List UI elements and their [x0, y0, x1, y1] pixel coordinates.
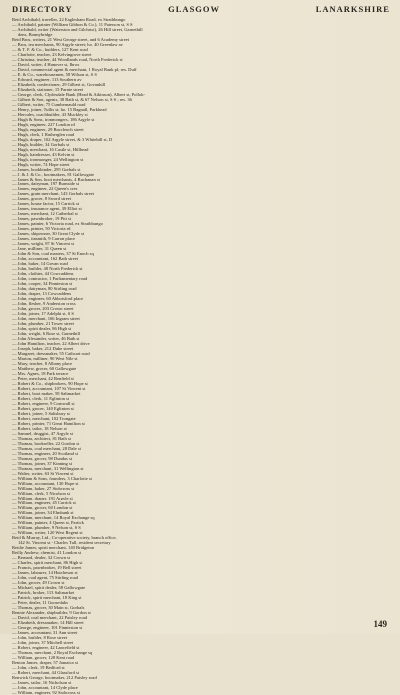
directory-entry: — Hugh, merchant, 16 Castle st, Hillhead	[12, 146, 89, 152]
directory-entry: — Elizabeth, confectioner, 29 Gilbert st, Govanhill	[12, 81, 106, 87]
directory-entry: — William, baker, 27 Stobcross st	[12, 485, 75, 491]
directory-entry: — John, baker, 14 Govan road	[12, 261, 68, 267]
directory-entry: — Hugh, ironmonger, 24 Wellington st	[12, 156, 84, 162]
directory-entry: — Mary, teacher, 8 Albany place	[12, 360, 72, 366]
directory-entry: — J. & J. & Co., bootmakers, 81 Gallowgate	[12, 171, 94, 177]
directory-entry: — Elizabeth, stationer, 15 Parnie street	[12, 86, 84, 92]
directory-entry: — Christina, teacher, 44 Woodlands road, North Frederick st	[12, 56, 123, 62]
directory-entry: — James, house factor, 15 Carrick st	[12, 201, 79, 207]
directory-entry: — Robert, tailor, 18 Nelson st	[12, 425, 67, 431]
directory-entry: — Bros, tea merchants, 90 Argyle street; ho. 40 Greenlaw av	[12, 41, 123, 47]
directory-entry: — John, clerk, 19 Bedford st	[12, 664, 65, 670]
directory-entry: — Hugh, builder, 34 Gorbals st	[12, 141, 70, 147]
directory-entry: — William, accountant, 130 Hope st	[12, 480, 79, 486]
directory-entry: — John, accountant, 14 Clyde place	[12, 684, 78, 690]
directory-entry: — David, writer, 4 Hanover st, Ibrox	[12, 61, 80, 67]
directory-entry: — John, joiner, 17 Adelphi st, S S	[12, 311, 74, 317]
directory-entry: — Robert, clerk, 11 Eglinton st	[12, 395, 70, 401]
directory-entries	[12, 17, 390, 695]
directory-entry: — Thomas, merchant, 31 Wellington st	[12, 465, 84, 471]
directory-entry: — John, builder, 8 Rose street	[12, 635, 68, 641]
directory-entry: — John, builder, 48 North Frederick st	[12, 266, 83, 272]
directory-entry: — James, printer, 50 Victoria rd	[12, 226, 71, 232]
directory-entry: — James, merchant, 12 Cathedral st	[12, 211, 78, 217]
directory-entry: — Patrick, spirit merchant, 18 King st	[12, 595, 82, 601]
directory-entry: — John, accountant, 162 Bath street	[12, 256, 79, 262]
directory-entry: — James, wright, 87 St Vincent st	[12, 241, 75, 247]
directory-entry: — Edward, engineer, 113 Southern av	[12, 76, 82, 82]
directory-entry: — James, accountant, 31 Ann street	[12, 630, 78, 636]
directory-entry: — John & Son, coal masters, 37 St Enoch sq	[12, 251, 94, 257]
running-header	[12, 4, 390, 16]
directory-entry: — William, clerk, 5 Nicolson st	[12, 490, 70, 496]
directory-entry: — John, flesher, 9 Anderston cross	[12, 301, 76, 307]
directory-entry: — Robert, accountant, 107 St Vincent st	[12, 385, 86, 391]
directory-entry: — Henry, joiner, Tullis st; ho. 15 Bagnall, Parkhead	[12, 106, 107, 112]
directory-entry: — Patrick, broker, 113 Saltmarket	[12, 590, 75, 596]
directory-entry: — Robert, merchant, 44 Glassford st	[12, 669, 80, 675]
directory-entry: — James, engineer, 22 Queen's cres	[12, 186, 78, 192]
directory-entry: — Archibald, writer (Waterston and Gilchrist), 26 Hill street, Garnethill	[12, 26, 143, 32]
directory-entry: — Marion, milliner, 90 West Nile st	[12, 355, 78, 361]
directory-entry: — Archibald, painter (William Gibbon & Co.), 11 Paterson st, S S	[12, 21, 133, 27]
directory-entry: — Robert, joiner, 5 Salisbury st	[12, 410, 70, 416]
directory-entry: — Thomas, merchant, 2 Royal Exchange sq	[12, 650, 93, 655]
directory-entry: — Charlotte, teacher, 23 Kelvingrove street	[12, 51, 92, 57]
directory-entry: — John Alexander, writer, 46 Bath st	[12, 336, 80, 341]
directory-entry: dens, Bonnybridge	[18, 31, 53, 37]
directory-entry: — James, dairyman, 197 Burnside st	[12, 181, 80, 187]
directory-entry: — Gilbert, writer, 75 Cumbernauld road	[12, 101, 86, 107]
directory-entry: — Thomas, architect, 81 Bath st	[12, 435, 71, 441]
directory-entry: — James, bookbinder, 295 Gorbals st	[12, 166, 81, 172]
directory-entry: — Hercules, coachbuilder, 43 Muckley st	[12, 111, 88, 117]
directory-entry: — Robert, engineer, 42 Lancefield st	[12, 645, 80, 651]
directory-entry: — Robert, engineer, 9 Cornwall st	[12, 400, 75, 406]
directory-entry: — Elizabeth, dressmaker, 14 Hill street	[12, 620, 84, 626]
directory-entry: — Hugh, clerk, 1 Rutherglen road	[12, 131, 75, 137]
directory-entry: — George, engineer, 101 Finnieston st	[12, 625, 83, 631]
directory-entry: Renwick George, bootmaker, 212 Paisley road	[12, 674, 97, 680]
directory-entry: Reid Bros, writers, 21 West George street, and 6 Academy street	[12, 36, 130, 42]
directory-entry: Reid Archibald, traveller, 22 Eaglesham Road, ex Strathbungo	[12, 17, 126, 22]
header-left: DIRECTORY	[12, 4, 73, 14]
directory-entry: — Hugh, hairdresser, 43 Kelvin st	[12, 151, 75, 157]
directory-entry: — Margaret, dressmaker, 55 Cathcart road	[12, 350, 90, 356]
directory-entry: — James, tailor, 16 Nicholson st	[12, 679, 72, 685]
directory-entry: — James, grain merchant, 143 Gorbals street	[12, 191, 95, 197]
directory-entry: — Thomas, joiner, 37 Kinning st	[12, 460, 72, 466]
directory-entry: — William, joiner, 34 Elmbank st	[12, 510, 74, 516]
directory-entry: — Thomas, grocer, 30 Main st, Gorbals	[12, 605, 85, 611]
directory-entry: — John, spirit dealer, 86 High st	[12, 326, 72, 332]
directory-entry: — William, grocer, 128 Kent road	[12, 655, 75, 660]
directory-entry: — James, insurance agent, 39 Elliot st	[12, 206, 82, 212]
directory-entry: — Robert, grocer, 140 Eglinton st	[12, 405, 74, 411]
directory-entry: — James, tinsmith, 9 Carron place	[12, 236, 76, 242]
header-right: LANARKSHIRE	[315, 4, 390, 14]
directory-entry: — Charles, spirit merchant, 86 High st	[12, 560, 83, 566]
directory-entry: — George, clerk, Clydesdale Bank (Head & Atkinson), Albert st, Pollok-	[12, 91, 146, 97]
directory-entry: — James, grocer, 8 Sword street	[12, 196, 72, 202]
directory-entry: — Francis, pawnbroker, 19 Bell street	[12, 565, 82, 571]
directory-entry: — James, shipowner, 30 Great Clyde st	[12, 231, 85, 237]
directory-entry: — David, commercial agent & merchant, 1 Royal Bank pl; res. Duff	[12, 66, 137, 72]
directory-entry: — James & Son, boot merchants, 4 Buchanan st	[12, 176, 100, 182]
directory-entry: — Robert, merchant, 102 Trongate	[12, 415, 76, 421]
directory-entry: — Thomas, engineer, 20 Scotland st	[12, 450, 79, 456]
directory-entry: — & T. F. & Co., builders, 127 Kent road	[12, 46, 88, 52]
directory-entry: — John, merchant, 166 Ingram street	[12, 316, 80, 322]
directory-entry: — John, grocer, 203 Crown street	[12, 306, 74, 312]
directory-entry: — John, engineer, 60 Abbotsford place	[12, 296, 84, 302]
directory-entry: — John, joiner, 37 Mitchell street	[12, 640, 74, 646]
directory-entry: — Hugh, draper, 102 Argyle street, & 3 Whitehill st, D	[12, 136, 113, 142]
directory-entry: — Peter, dealer, 11 Goosedubs	[12, 600, 69, 606]
directory-entry: — William, merchant, 14 Royal Exchange sq	[12, 515, 95, 521]
directory-entry: — Walter, writer, 63 St Vincent st	[12, 470, 74, 476]
directory-entry: — Gilbert & Son, agents, 38 Bath st, & 67 Nelson st, S S ; res. 36	[12, 96, 132, 102]
directory-entry: — Matthew, grocer, 60 Gallowgate	[12, 365, 77, 371]
directory-entry: — Samuel, druggist, 47 Argyle st	[12, 430, 73, 436]
directory-entry: Reidie James, spirit merchant, 140 Bridgeton	[12, 545, 95, 551]
directory-entry: — Thomas, grocer, 98 Dundas st	[12, 455, 72, 461]
directory-entry: — Jane, milliner, 31 Queen st	[12, 246, 67, 252]
directory-entry: — Hugh, writer, 74 Hope street	[12, 161, 70, 167]
directory-entry: — Michael, spirit dealer, 58 Gallowgate	[12, 585, 86, 591]
directory-entry: — John Hamilton, teacher, 22 Albert drive	[12, 340, 90, 346]
directory-entry: — James, pawnbroker, 19 Pitt st	[12, 216, 72, 222]
directory-entry: — Hugh, engineer, 29 Buccleuch street	[12, 126, 84, 132]
directory-entry: — James, labourer, 14 Hutcheson st	[12, 570, 78, 576]
directory-entry: — Robert, printer, 71 Great Hamilton st	[12, 420, 85, 426]
directory-entry: — Bernard, dealer, 32 Crown st	[12, 555, 71, 561]
directory-entry: — John, wright, 6 Rose st, Garnethill	[12, 331, 81, 336]
directory-entry: — John, dairyman, 80 Stirling road	[12, 286, 77, 292]
directory-entry: — Peter, merchant, 42 Renfield st	[12, 375, 74, 381]
directory-entry: — Joseph, baker, 212 Duke street	[12, 345, 74, 351]
directory-entry: — William, writer, 120 West Regent st	[12, 530, 83, 536]
directory-entry: — John, grocer, 49 Crown st	[12, 580, 65, 586]
directory-entry: — William, plumber, 9 Nelson st, S S	[12, 525, 81, 531]
directory-entry: — Hugh, engineer, 227 London rd	[12, 121, 75, 127]
directory-entry: Reid & Murray, Ltd., Co-operative society, branch office,	[12, 535, 117, 541]
header-center: GLASGOW	[168, 4, 221, 14]
directory-entry: — James, painter, 6 Victoria road, ex Strathbungo	[12, 221, 103, 227]
directory-entry: — John, plumber, 21 Tower street	[12, 321, 74, 327]
directory-entry: — William, engineer, 92 Stobcross st	[12, 689, 80, 695]
directory-entry: — Mrs. Agnes, 18 Park terrace	[12, 370, 69, 376]
directory-entry: — William, draper, 191 Argyle st	[12, 495, 73, 501]
directory-entry: — E. & Co., warehousemen, 58 Wilson st, S S	[12, 71, 97, 77]
directory-entry: Reilly Andrew, chemist, 41 London st	[12, 550, 82, 556]
directory-entry: — William, painter, 4 Queen st, Partick	[12, 520, 84, 526]
directory-entry: — John, contractor, 1 Parliamentary road	[12, 276, 88, 282]
directory-entry: — Thomas, bookseller, 22 Gordon st	[12, 440, 80, 446]
directory-entry: — John, coal agent, 75 Stirling road	[12, 575, 78, 581]
directory-entry: — William, grocer, 60 London st	[12, 505, 73, 511]
directory-entry: Renton James, draper, 57 Jamaica st	[12, 659, 78, 665]
directory-entry: — David, coal merchant, 22 Paisley road	[12, 615, 88, 621]
directory-entry: — William, engineer, 45 Carrick st	[12, 500, 76, 506]
directory-entry: — Thomas, coal merchant, 28 Dale st	[12, 445, 81, 451]
directory-entry: — Hugh & Sons, ironmongers, 186 Argyle st	[12, 116, 95, 122]
directory-entry: — John, draper, 13 Cowcaddens	[12, 291, 72, 297]
directory-entry: — William & Sons, founders, 3 Charlotte st	[12, 475, 92, 481]
directory-entry: — John, clothier, 44 Cowcaddens	[12, 271, 74, 277]
directory-entry: — Robert, boot maker, 58 Saltmarket	[12, 390, 81, 396]
directory-entry: 142 St. Vincent st - Charles Tull, resident secretary	[18, 540, 111, 546]
directory-entry: Rennie Alexander, shipbuilder, 9 Gordon st	[12, 610, 91, 616]
directory-entry: — John, cooper, 34 Finnieston st	[12, 281, 73, 287]
page-number: 149	[373, 619, 387, 629]
directory-entry: — Robert & Co., shipbrokers, 90 Hope st	[12, 380, 88, 386]
